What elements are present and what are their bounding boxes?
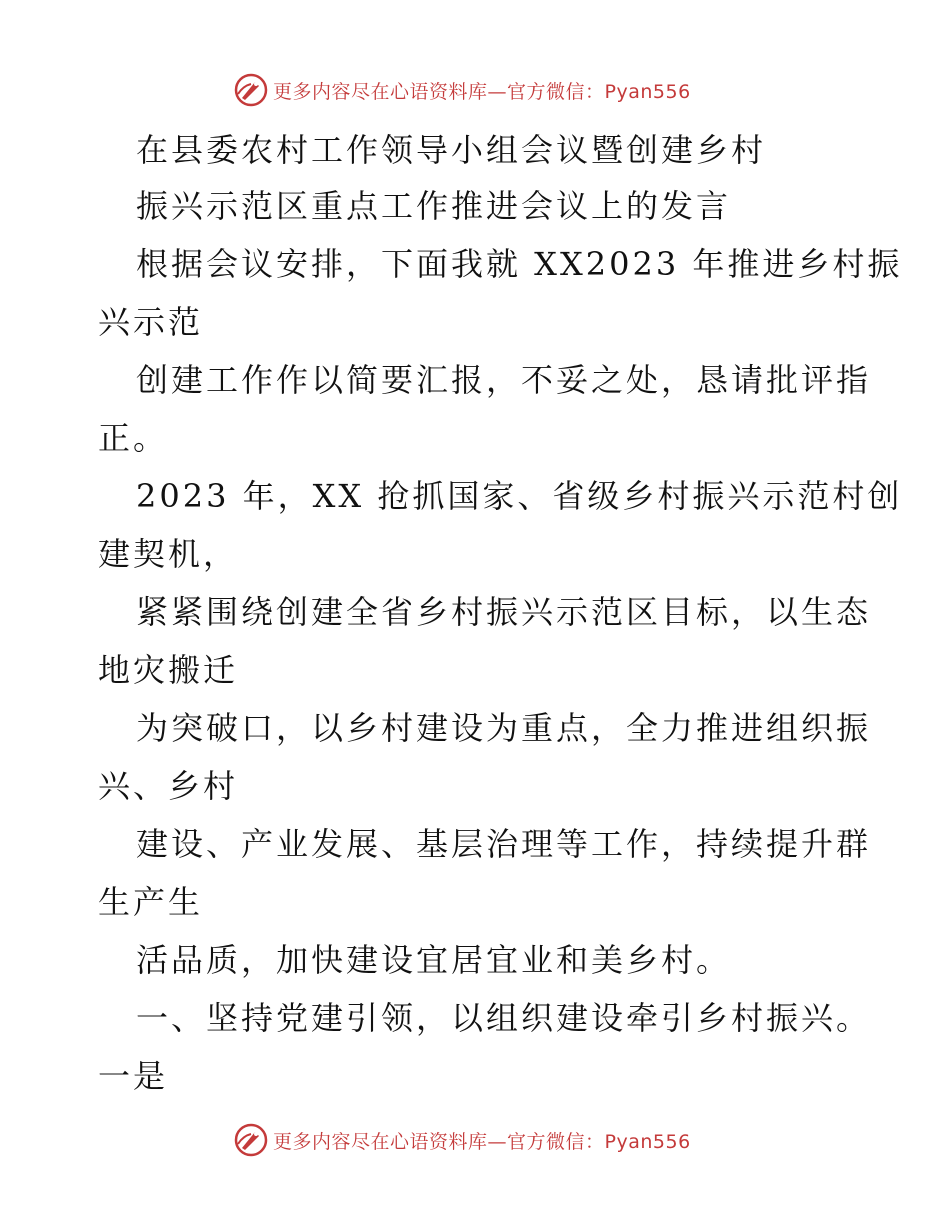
paragraph-line: 创建工作作以简要汇报，不妥之处，恳请批评指 (136, 361, 872, 399)
footer-watermark-banner (233, 1120, 691, 1160)
paragraph-line: 根据会议安排，下面我就 XX2023 年推进乡村振 (136, 245, 903, 283)
banner-label: 更多内容尽在心语资料库—官方微信： (273, 1130, 605, 1153)
paragraph-line: 地灾搬迁 (98, 651, 239, 689)
banner-wechat-id: Pyan556 (604, 80, 691, 103)
paragraph-line: 正。 (98, 419, 169, 457)
paragraph-line: 活品质，加快建设宜居宜业和美乡村。 (136, 941, 732, 979)
banner-text (273, 1127, 691, 1154)
paragraph-line: 兴示范 (98, 303, 204, 341)
banner-text (273, 77, 691, 104)
pen-nib-logo-icon (233, 1122, 269, 1158)
paragraph-line: 建设、产业发展、基层治理等工作，持续提升群 (136, 825, 872, 863)
paragraph-line: 兴、乡村 (98, 767, 239, 805)
header-watermark-banner (233, 70, 691, 110)
paragraph-line: 紧紧围绕创建全省乡村振兴示范区目标，以生态 (136, 593, 872, 631)
title-line-2: 振兴示范区重点工作推进会议上的发言 (136, 187, 732, 225)
paragraph-line: 为突破口，以乡村建设为重点，全力推进组织振 (136, 709, 872, 747)
section-heading-line: 一、坚持党建引领，以组织建设牵引乡村振兴。 (136, 999, 872, 1037)
paragraph-line: 一是 (98, 1057, 169, 1095)
banner-label: 更多内容尽在心语资料库—官方微信： (273, 80, 605, 103)
title-line-1: 在县委农村工作领导小组会议暨创建乡村 (136, 131, 767, 169)
paragraph-line: 2023 年，XX 抢抓国家、省级乡村振兴示范村创 (136, 477, 903, 515)
pen-nib-logo-icon (233, 72, 269, 108)
paragraph-line: 建契机， (98, 535, 239, 573)
paragraph-line: 生产生 (98, 883, 204, 921)
banner-wechat-id: Pyan556 (604, 1130, 691, 1153)
